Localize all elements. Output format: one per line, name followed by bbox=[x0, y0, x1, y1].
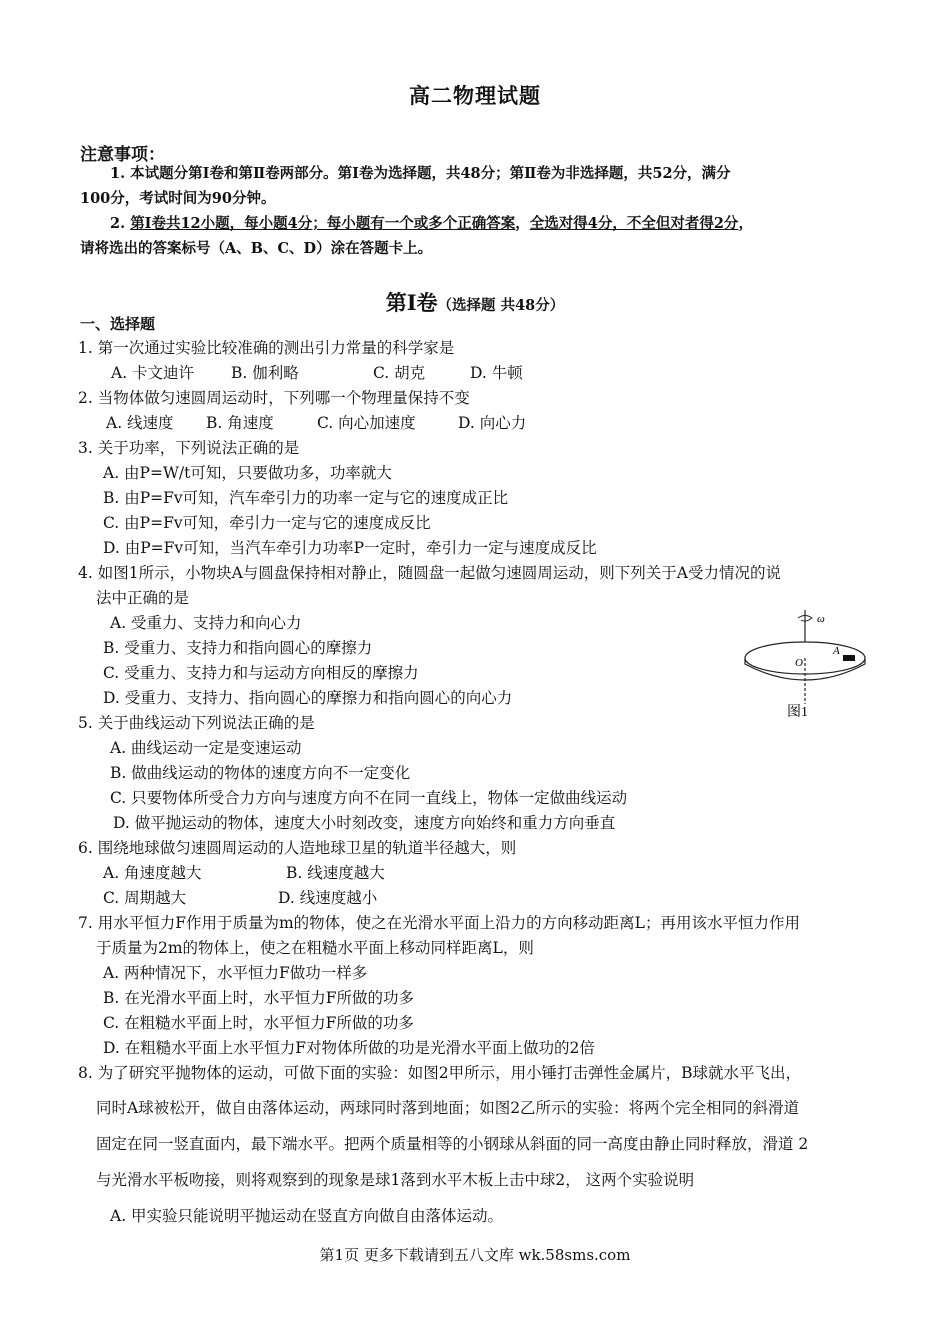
question-4-option-c: C. 受重力、支持力和与运动方向相反的摩擦力 bbox=[103, 664, 419, 682]
question-5-option-a: A. 曲线运动一定是变速运动 bbox=[110, 739, 302, 757]
notice-item-2-cont: 请将选出的答案标号（A、B、C、D）涂在答题卡上。 bbox=[80, 240, 433, 257]
figure-1 bbox=[735, 608, 875, 728]
notice-item-1-cont: 100分，考试时间为90分钟。 bbox=[80, 190, 276, 207]
question-3-option-a: A. 由P=W/t可知，只要做功多，功率就大 bbox=[103, 464, 392, 482]
question-6-option-b: B. 线速度越大 bbox=[286, 864, 385, 882]
question-4-option-d: D. 受重力、支持力、指向圆心的摩擦力和指向圆心的向心力 bbox=[103, 689, 513, 707]
omega-label: ω bbox=[817, 613, 825, 625]
notice-heading: 注意事项： bbox=[80, 145, 165, 165]
notice-item-1-line-1: 1. 本试题分第Ⅰ卷和第Ⅱ卷两部分。第Ⅰ卷为选择题，共48分；第Ⅱ卷为非选择题，共52分，满分 bbox=[110, 165, 731, 182]
section-title-main: 第Ⅰ卷 bbox=[385, 290, 438, 315]
section-title-sub: （选择题 共48分） bbox=[437, 297, 565, 314]
question-1-option-c: C. 胡克 bbox=[373, 364, 426, 382]
question-8-option-a: A. 甲实验只能说明平抛运动在竖直方向做自由落体运动。 bbox=[110, 1207, 504, 1225]
question-2-stem: 2. 当物体做匀速圆周运动时，下列哪一个物理量保持不变 bbox=[78, 389, 470, 407]
question-4-option-a: A. 受重力、支持力和向心力 bbox=[110, 614, 302, 632]
question-1-option-d: D. 牛顿 bbox=[470, 364, 523, 382]
question-5-stem: 5. 关于曲线运动下列说法正确的是 bbox=[78, 714, 315, 732]
question-7-option-c: C. 在粗糙水平面上时，水平恒力F所做的功多 bbox=[103, 1014, 414, 1032]
question-7-stem-line-1: 7. 用水平恒力F作用于质量为m的物体，使之在光滑水平面上沿力的方向移动距离L；再用该水平恒力作用 bbox=[78, 914, 800, 932]
page-footer: 第1页 更多下载请到五八文库 wk.58sms.com bbox=[319, 1246, 631, 1264]
part-title: 一、选择题 bbox=[80, 315, 156, 333]
question-8-stem-line-2: 同时A球被松开，做自由落体运动，两球同时落到地面；如图2乙所示的实验：将两个完全相同的斜滑道 bbox=[96, 1099, 800, 1117]
rotating-disc-diagram bbox=[735, 608, 875, 728]
question-7-stem-line-2: 于质量为2m的物体上，使之在粗糙水平面上移动同样距离L，则 bbox=[96, 939, 534, 957]
block-a bbox=[843, 655, 855, 661]
question-8-stem-line-1: 8. 为了研究平抛物体的运动，可做下面的实验：如图2甲所示，用小锤打击弹性金属片，B球就水平飞出， bbox=[78, 1064, 801, 1082]
page-title: 高二物理试题 bbox=[409, 83, 541, 108]
question-7-option-b: B. 在光滑水平面上时，水平恒力F所做的功多 bbox=[103, 989, 415, 1007]
question-6-option-a: A. 角速度越大 bbox=[103, 864, 202, 882]
question-6-stem: 6. 围绕地球做匀速圆周运动的人造地球卫星的轨道半径越大，则 bbox=[78, 839, 517, 857]
question-4-stem-line-2: 法中正确的是 bbox=[96, 589, 190, 607]
question-3-stem: 3. 关于功率，下列说法正确的是 bbox=[78, 439, 300, 457]
question-1-option-a: A. 卡文迪许 bbox=[111, 364, 195, 382]
question-5-option-d: D. 做平抛运动的物体，速度大小时刻改变，速度方向始终和重力方向垂直 bbox=[113, 814, 616, 832]
question-2-option-b: B. 角速度 bbox=[206, 414, 274, 432]
question-4-option-b: B. 受重力、支持力和指向圆心的摩擦力 bbox=[103, 639, 373, 657]
question-5-option-b: B. 做曲线运动的物体的速度方向不一定变化 bbox=[110, 764, 411, 782]
question-3-option-c: C. 由P=Fv可知，牵引力一定与它的速度成反比 bbox=[103, 514, 431, 532]
notice-item-2: 2. 第Ⅰ卷共12小题，每小题4分；每小题有一个或多个正确答案，全选对得4分，不全但对者得2分， bbox=[110, 215, 753, 232]
question-6-option-c: C. 周期越大 bbox=[103, 889, 187, 907]
notice-item-1 bbox=[80, 161, 875, 186]
question-1-stem: 1. 第一次通过实验比较准确的测出引力常量的科学家是 bbox=[78, 339, 455, 357]
question-2-option-a: A. 线速度 bbox=[106, 414, 174, 432]
block-label: A bbox=[833, 645, 840, 657]
question-8-stem-line-4: 与光滑水平板吻接，则将观察到的现象是球1落到水平木板上击中球2， 这两个实验说明 bbox=[96, 1171, 695, 1189]
question-3-option-d: D. 由P=Fv可知，当汽车牵引力功率P一定时，牵引力一定与速度成反比 bbox=[103, 539, 597, 557]
figure-caption: 图1 bbox=[787, 705, 808, 720]
question-6-option-d: D. 线速度越小 bbox=[278, 889, 378, 907]
question-1-option-b: B. 伽利略 bbox=[231, 364, 299, 382]
center-label: O bbox=[795, 657, 803, 669]
question-8-stem-line-3: 固定在同一竖直面内，最下端水平。把两个质量相等的小钢球从斜面的同一高度由静止同时释放，滑道 2 bbox=[96, 1135, 809, 1153]
question-5-option-c: C. 只要物体所受合力方向与速度方向不在同一直线上，物体一定做曲线运动 bbox=[110, 789, 628, 807]
question-7-option-d: D. 在粗糙水平面上水平恒力F对物体所做的功是光滑水平面上做功的2倍 bbox=[103, 1039, 595, 1057]
question-4-stem-line-1: 4. 如图1所示，小物块A与圆盘保持相对静止，随圆盘一起做匀速圆周运动，则下列关于A受力情况的说 bbox=[78, 564, 781, 582]
question-3-option-b: B. 由P=Fv可知，汽车牵引力的功率一定与它的速度成正比 bbox=[103, 489, 509, 507]
notice-item-2-underlined-b: 全选对得4分，不全但对者得2分 bbox=[529, 215, 739, 232]
question-2-option-c: C. 向心加速度 bbox=[317, 414, 416, 432]
question-2-option-d: D. 向心力 bbox=[458, 414, 527, 432]
notice-item-2-underlined-a: 第Ⅰ卷共12小题，每小题4分；每小题有一个或多个正确答案 bbox=[130, 215, 516, 232]
question-7-option-a: A. 两种情况下，水平恒力F做功一样多 bbox=[103, 964, 368, 982]
